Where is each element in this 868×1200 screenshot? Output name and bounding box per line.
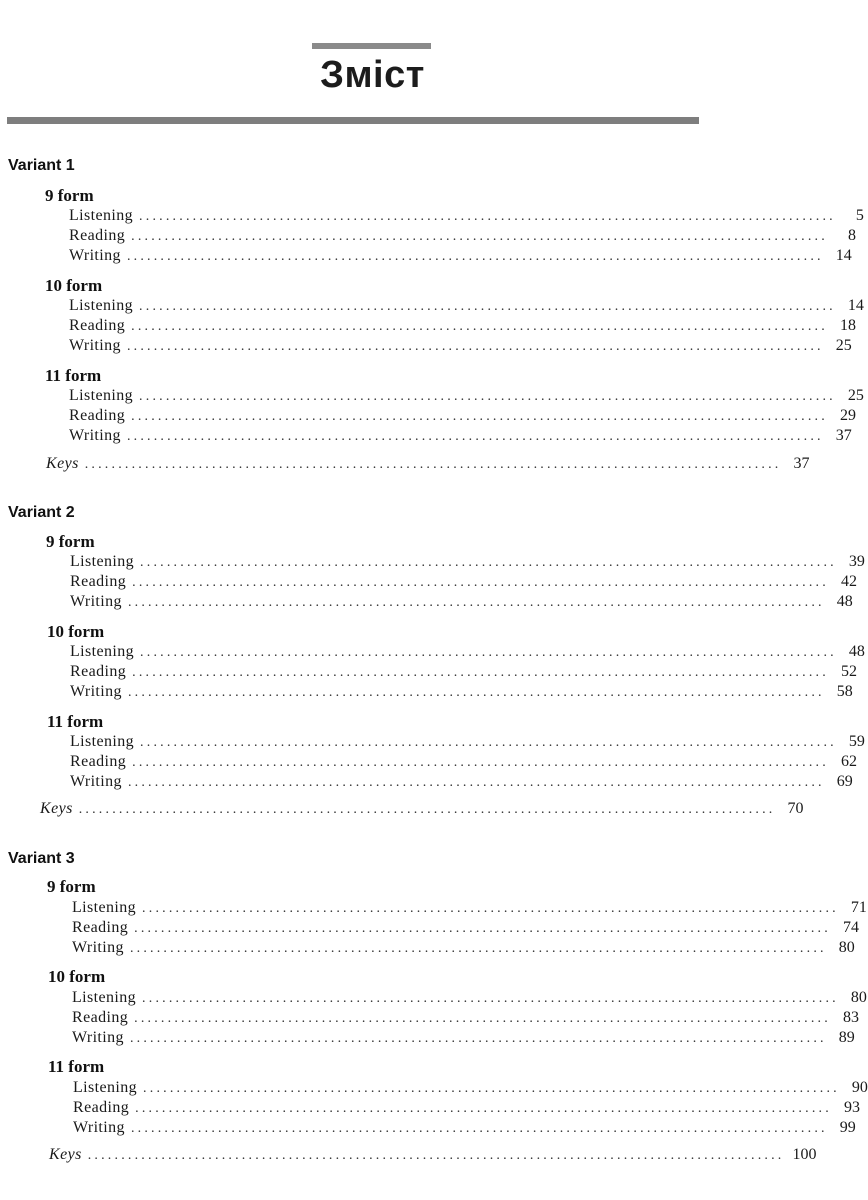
toc-entry-label: Reading bbox=[73, 1099, 130, 1116]
toc-page-number: 90 bbox=[851, 1079, 868, 1096]
toc-keys-entry[interactable] bbox=[46, 454, 810, 474]
dot-leader: ........................................................................................................ bbox=[127, 775, 825, 790]
toc-entry-label: Writing bbox=[69, 337, 121, 354]
dot-leader: ........................................................................................................ bbox=[130, 1121, 828, 1136]
form-heading: 11 form bbox=[48, 1057, 105, 1076]
dot-leader: ........................................................................................................ bbox=[131, 319, 828, 334]
toc-page-number: 52 bbox=[840, 663, 857, 680]
toc-entry[interactable] bbox=[72, 938, 855, 958]
toc-keys-entry[interactable] bbox=[49, 1145, 817, 1165]
toc-entry-label: Listening bbox=[70, 553, 135, 570]
toc-entry[interactable] bbox=[69, 296, 864, 316]
toc-entry-label: Reading bbox=[72, 1009, 129, 1026]
toc-page-number: 80 bbox=[838, 939, 855, 956]
toc-page-number: 18 bbox=[839, 317, 856, 334]
toc-entry[interactable] bbox=[73, 1098, 860, 1118]
toc-entry-label: Writing bbox=[72, 1029, 124, 1046]
variant-heading: Variant 3 bbox=[8, 850, 75, 867]
toc-page-number: 93 bbox=[843, 1099, 860, 1116]
dot-leader: ........................................................................................................ bbox=[126, 429, 824, 444]
toc-entry-label: Keys bbox=[40, 800, 73, 817]
form-heading: 10 form bbox=[47, 622, 105, 641]
toc-entry[interactable] bbox=[72, 1008, 859, 1028]
toc-entry-label: Listening bbox=[69, 387, 134, 404]
toc-entry-label: Writing bbox=[70, 593, 122, 610]
toc-entry[interactable] bbox=[73, 1118, 856, 1138]
toc-entry-label: Writing bbox=[73, 1119, 125, 1136]
toc-entry-label: Listening bbox=[69, 297, 134, 314]
dot-leader: ........................................................................................................ bbox=[131, 409, 828, 424]
toc-page-number: 37 bbox=[793, 455, 810, 472]
dot-leader: ........................................................................................................ bbox=[134, 1011, 831, 1026]
title-ornament-bar bbox=[312, 43, 431, 49]
dot-leader: ........................................................................................................ bbox=[134, 921, 831, 936]
toc-entry-label: Writing bbox=[72, 939, 124, 956]
toc-page-number: 48 bbox=[848, 643, 865, 660]
form-heading: 11 form bbox=[47, 712, 104, 731]
toc-entry[interactable] bbox=[72, 988, 867, 1008]
toc-entry[interactable] bbox=[70, 772, 853, 792]
variant-heading: Variant 2 bbox=[8, 504, 75, 521]
form-heading: 9 form bbox=[47, 877, 96, 896]
dot-leader: ........................................................................................................ bbox=[139, 389, 836, 404]
toc-page-number: 69 bbox=[836, 773, 853, 790]
dot-leader: ........................................................................................................ bbox=[131, 229, 828, 244]
dot-leader: ........................................................................................................ bbox=[140, 555, 837, 570]
dot-leader: ........................................................................................................ bbox=[143, 1081, 840, 1096]
toc-entry[interactable] bbox=[69, 226, 856, 246]
form-heading: 11 form bbox=[45, 366, 102, 385]
toc-page-number: 100 bbox=[792, 1146, 817, 1163]
toc-entry[interactable] bbox=[70, 592, 853, 612]
dot-leader: ........................................................................................................ bbox=[126, 249, 824, 264]
dot-leader: ........................................................................................................ bbox=[129, 1031, 827, 1046]
toc-page-number: 58 bbox=[836, 683, 853, 700]
toc-page-number: 29 bbox=[839, 407, 856, 424]
toc-page-number: 25 bbox=[847, 387, 864, 404]
toc-entry[interactable] bbox=[69, 406, 856, 426]
toc-page-number: 8 bbox=[847, 227, 856, 244]
dot-leader: ........................................................................................................ bbox=[142, 901, 839, 916]
toc-page-number: 80 bbox=[850, 989, 867, 1006]
toc-entry-label: Listening bbox=[69, 207, 134, 224]
toc-page-number: 14 bbox=[835, 247, 852, 264]
form-heading: 9 form bbox=[45, 186, 94, 205]
toc-entry-label: Listening bbox=[70, 733, 135, 750]
toc-entry-label: Writing bbox=[70, 773, 122, 790]
toc-entry-label: Reading bbox=[72, 919, 129, 936]
toc-entry-label: Listening bbox=[72, 989, 137, 1006]
form-heading: 9 form bbox=[46, 532, 95, 551]
dot-leader: ........................................................................................................ bbox=[78, 802, 776, 817]
toc-entry[interactable] bbox=[72, 1028, 855, 1048]
toc-entry[interactable] bbox=[73, 1078, 868, 1098]
toc-page-number: 5 bbox=[855, 207, 864, 224]
toc-page-number: 83 bbox=[842, 1009, 859, 1026]
toc-entry[interactable] bbox=[72, 898, 867, 918]
toc-entry-label: Listening bbox=[70, 643, 135, 660]
toc-keys-entry[interactable] bbox=[40, 799, 804, 819]
toc-entry-label: Reading bbox=[70, 573, 127, 590]
toc-entry-label: Listening bbox=[72, 899, 137, 916]
toc-page-number: 42 bbox=[840, 573, 857, 590]
dot-leader: ........................................................................................................ bbox=[132, 665, 829, 680]
toc-entry-label: Reading bbox=[70, 753, 127, 770]
toc-page-number: 62 bbox=[840, 753, 857, 770]
toc-entry[interactable] bbox=[69, 316, 856, 336]
dot-leader: ........................................................................................................ bbox=[129, 941, 827, 956]
toc-entry-label: Reading bbox=[69, 227, 126, 244]
dot-leader: ........................................................................................................ bbox=[140, 735, 837, 750]
dot-leader: ........................................................................................................ bbox=[126, 339, 824, 354]
toc-page-number: 25 bbox=[835, 337, 852, 354]
dot-leader: ........................................................................................................ bbox=[135, 1101, 832, 1116]
toc-entry-label: Reading bbox=[70, 663, 127, 680]
toc-page-number: 74 bbox=[842, 919, 859, 936]
variant-heading: Variant 1 bbox=[8, 157, 75, 174]
toc-entry[interactable] bbox=[70, 732, 865, 752]
toc-page-number: 14 bbox=[847, 297, 864, 314]
toc-entry[interactable] bbox=[69, 206, 864, 226]
toc-page-number: 48 bbox=[836, 593, 853, 610]
toc-entry-label: Writing bbox=[70, 683, 122, 700]
toc-entry-label: Reading bbox=[69, 407, 126, 424]
toc-entry-label: Listening bbox=[73, 1079, 138, 1096]
dot-leader: ........................................................................................................ bbox=[132, 575, 829, 590]
toc-entry-label: Keys bbox=[49, 1146, 82, 1163]
toc-entry[interactable] bbox=[72, 918, 859, 938]
toc-entry[interactable] bbox=[69, 336, 852, 356]
toc-entry[interactable] bbox=[70, 682, 853, 702]
toc-entry[interactable] bbox=[70, 572, 857, 592]
toc-entry-label: Reading bbox=[69, 317, 126, 334]
toc-entry[interactable] bbox=[70, 662, 857, 682]
toc-page-number: 89 bbox=[838, 1029, 855, 1046]
dot-leader: ........................................................................................................ bbox=[87, 1148, 785, 1163]
toc-page-number: 37 bbox=[835, 427, 852, 444]
dot-leader: ........................................................................................................ bbox=[132, 755, 829, 770]
dot-leader: ........................................................................................................ bbox=[139, 209, 836, 224]
toc-entry[interactable] bbox=[69, 246, 852, 266]
form-heading: 10 form bbox=[48, 967, 106, 986]
toc-entry-label: Writing bbox=[69, 427, 121, 444]
dot-leader: ........................................................................................................ bbox=[140, 645, 837, 660]
toc-entry[interactable] bbox=[70, 642, 865, 662]
toc-entry[interactable] bbox=[69, 386, 864, 406]
toc-page-number: 70 bbox=[787, 800, 804, 817]
toc-page-number: 99 bbox=[839, 1119, 856, 1136]
toc-entry[interactable] bbox=[70, 752, 857, 772]
toc-entry-label: Keys bbox=[46, 455, 79, 472]
toc-entry-label: Writing bbox=[69, 247, 121, 264]
dot-leader: ........................................................................................................ bbox=[84, 457, 782, 472]
dot-leader: ........................................................................................................ bbox=[142, 991, 839, 1006]
page-title: Зміст bbox=[320, 54, 425, 96]
dot-leader: ........................................................................................................ bbox=[139, 299, 836, 314]
form-heading: 10 form bbox=[45, 276, 103, 295]
toc-page-number: 71 bbox=[850, 899, 867, 916]
toc-page-number: 59 bbox=[848, 733, 865, 750]
toc-page-number: 39 bbox=[848, 553, 865, 570]
toc-entry[interactable] bbox=[70, 552, 865, 572]
dot-leader: ........................................................................................................ bbox=[127, 595, 825, 610]
toc-entry[interactable] bbox=[69, 426, 852, 446]
title-rule bbox=[7, 117, 699, 124]
dot-leader: ........................................................................................................ bbox=[127, 685, 825, 700]
